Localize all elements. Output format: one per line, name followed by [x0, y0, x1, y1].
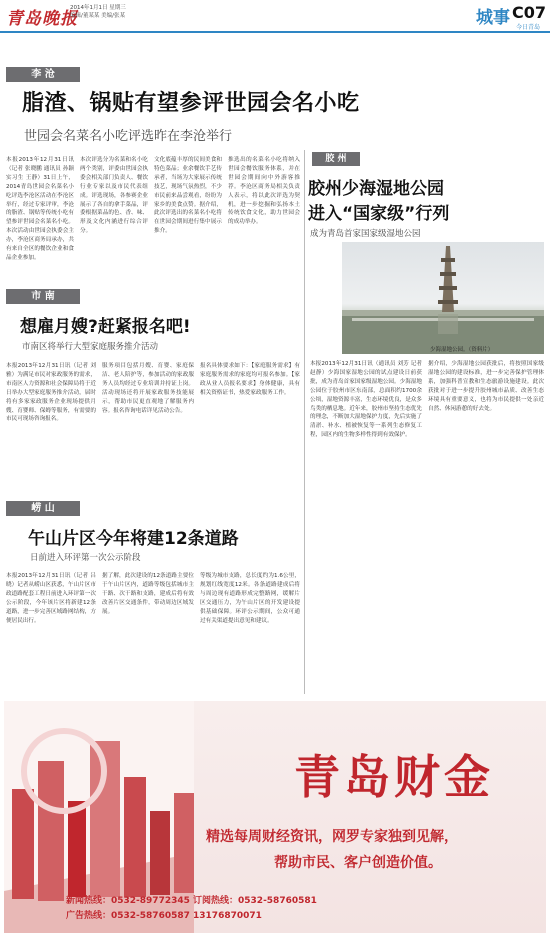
ad-phone-ads: 广告热线：0532-58760587 13176870071: [66, 911, 262, 921]
ad-contacts: [66, 894, 546, 930]
article-column: 据了解，此次建设的12条道路主要位于午山片区内，道路等级包括城市主干路、次干路和支路，建成后将有效改善片区交通条件，带动周边区域发展。: [102, 573, 194, 615]
article-column: 文化底蕴丰厚的民间美食和特色菜品；业余餐饮手艺传承者，当场为大家展示传统技艺，现场气氛热烈，不少市民前来品尝观看，纷纷为家乡的美食点赞。据介绍，此次评选出的名菜名小吃将在世园会期间进行集中展示推介。: [154, 157, 222, 235]
section-subtitle: 今日青岛: [515, 24, 540, 31]
article-column: 等级为城市支路，总长度约为1.6公里，规划红线宽度12米。各条道路建成后将与周边现有道路形成完整路网，缓解片区交通压力，为午山片区的开发建设提供基础保障。环评公示期间，公众可通过有关渠道提出意见和建议。: [200, 573, 300, 624]
subheadline: 市南区将举行大型家庭服务推介活动: [22, 342, 159, 352]
ad-title: 青岛财金: [294, 750, 494, 804]
newspaper-logo: 青岛晚报: [6, 9, 78, 29]
headline: 想雇月嫂?赶紧报名吧!: [20, 317, 191, 337]
photo-caption: 少海湿地公园。（资料片）: [430, 347, 494, 353]
article-column: 本报2013年12月31日讯（记者 吕晓）记者从崂山区获悉，午山片区市政道路配套工程日前进入环评第一次公示阶段，今年该片区将新建12条道路，进一步完善区域路网结构，方便居民出行。: [6, 573, 96, 624]
article-column: 本报2013年12月31日讯（通讯员 刘芳 记者 赵静）少海国家湿地公园的试点建设日前获批，成为青岛首家国家级湿地公园。少海湿地公园位于胶州市区东南部，总面积约1700余公顷，湿地资源丰富，生态环境优良，是众多鸟类的栖息地。近年来，胶州市坚持生态优先的理念，不断加大湿地保护力度，先后实施了清淤、补水、植被恢复等一系列生态修复工程，园区内的生物多样性得到有效保护。: [310, 361, 422, 439]
subheadline: 成为青岛首家国家级湿地公园: [310, 229, 421, 239]
article-column: 据介绍，少海湿地公园获批后，将按照国家级湿地公园的建设标准，进一步完善保护管理体系，加强科普宣教和生态旅游设施建设。此次获批对于进一步提升胶州城市品质、改善生态环境具有重要意义，也将为市民提供一处亲近自然、休闲游憩的好去处。: [428, 361, 544, 412]
issue-date: 2014年1月1日 星期三: [70, 5, 126, 11]
headline: 午山片区今年将建12条道路: [28, 529, 239, 549]
issue-editors: 编辑/董某某 美编/张某: [70, 13, 125, 19]
page-number: C07: [511, 3, 546, 22]
headline: 胶州少海湿地公园: [308, 179, 444, 199]
section-title: 城事: [476, 8, 510, 28]
district-tag: 李 沧: [6, 67, 80, 82]
article-column: 推选出的名菜名小吃将纳入世园会餐饮服务体系，并在世园会期间向中外游客推荐。李沧区商务局相关负责人表示，将以此次评选为契机，进一步挖掘和弘扬本土传统饮食文化，助力世园会的成功举办。: [228, 157, 300, 226]
subheadline: 日前进入环评第一次公示阶段: [30, 553, 141, 563]
issue-meta: [70, 4, 190, 20]
article-column: 服务项目包括月嫂、育婴、家庭保洁、老人陪护等，参加活动的家政服务人员均经过专业培训并持证上岗。活动现场还将开展家政服务技能展示，帮助市民更直观地了解服务内容。报名咨询电话详见活动公告。: [102, 363, 194, 414]
wetland-park-photo: [342, 242, 544, 354]
header-rule: [0, 31, 550, 33]
headline: 进入“国家级”行列: [308, 204, 450, 224]
subheadline: 世园会名菜名小吃评选昨在李沧举行: [24, 129, 233, 144]
district-tag: 胶 州: [312, 152, 360, 166]
article-column: 报名具体要求如下：【家庭服务需求】有家庭服务需求的家庭均可报名参加。【家政从业人员报名要求】身体健康，具有相关资格证书，热爱家政服务工作。: [200, 363, 300, 396]
column-divider: [304, 150, 305, 694]
headline: 脂渣、锅贴有望参评世园会名小吃: [22, 91, 360, 116]
article-column: 本报2013年12月31日讯（记者 张晓鹏 通讯员 孙颖 实习生 王静）31日上午，2014青岛世园会名菜名小吃评选李沧区活动在李沧区举行，经过专家评审，李沧的脂渣、锅贴等传统小吃有望参评世园会名菜名小吃。本次活动由世园会执委会主办，李沧区商务局承办，共有来自全区的餐饮企业和食品企业参加。: [6, 157, 74, 261]
tower-illustration: [342, 242, 544, 354]
ad-phone-news: 新闻热线：0532-89772345 订阅热线：0532-58760581: [66, 896, 317, 906]
article-column: 本次评选分为名菜和名小吃两个类别，评委由世园会执委会相关部门负责人、餐饮行业专家以及市民代表组成。评选现场，各参赛企业展示了各自的拿手菜品，评委根据菜品的色、香、味、形及文化内涵进行综合评分。: [80, 157, 148, 235]
advertisement: [4, 701, 546, 933]
district-tag: 市 南: [6, 289, 80, 304]
ad-slogan: 精选每周财经资讯，网罗专家独到见解，: [206, 829, 458, 845]
ad-slogan: 帮助市民、客户创造价值。: [274, 855, 442, 871]
district-tag: 崂 山: [6, 501, 80, 516]
article-column: 本报2013年12月31日讯（记者 刘雅）为满足市民对家政服务的需求，市南区人力资源和社会保障局将于近日举办大型家庭服务推介活动，届时将有多家家政服务企业现场提供月嫂、育婴师、保姆等服务，有需要的市民可现场咨询报名。: [6, 363, 96, 423]
